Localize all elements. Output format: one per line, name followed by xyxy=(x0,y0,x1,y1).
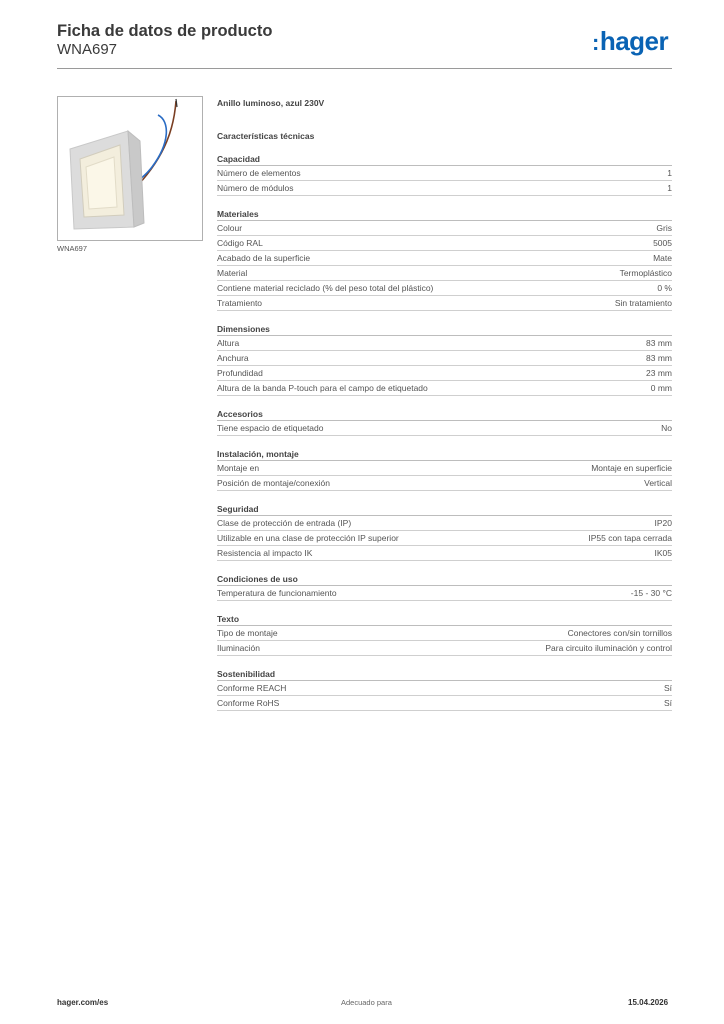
hager-logo xyxy=(592,26,668,57)
spec-sections xyxy=(217,153,672,711)
spec-label: Tiene espacio de etiquetado xyxy=(217,423,324,433)
product-name: Anillo luminoso, azul 230V xyxy=(217,98,325,108)
spec-row xyxy=(217,181,672,196)
section-title: Accesorios xyxy=(217,408,672,421)
spec-label: Código RAL xyxy=(217,238,263,248)
spec-value: Conectores con/sin tornillos xyxy=(567,628,672,638)
spec-value: Sí xyxy=(663,683,672,693)
product-image xyxy=(57,96,203,241)
spec-row xyxy=(217,461,672,476)
spec-value: 83 mm xyxy=(646,353,672,363)
spec-value: 0 mm xyxy=(650,383,672,393)
spec-label: Tipo de montaje xyxy=(217,628,278,638)
spec-value: Montaje en superficie xyxy=(591,463,672,473)
product-image-caption: WNA697 xyxy=(57,244,88,253)
spec-value: 1 xyxy=(667,168,672,178)
spec-label: Altura de la banda P-touch para el campo de etiquetado xyxy=(217,383,428,393)
spec-row xyxy=(217,531,672,546)
spec-row xyxy=(217,351,672,366)
spec-section xyxy=(217,668,672,711)
spec-value: No xyxy=(661,423,672,433)
spec-row xyxy=(217,421,672,436)
spec-label: Tratamiento xyxy=(217,298,263,308)
spec-value: Sí xyxy=(663,698,672,708)
spec-label: Temperatura de funcionamiento xyxy=(217,588,337,598)
spec-label: Conforme REACH xyxy=(217,683,287,693)
section-title: Capacidad xyxy=(217,153,672,166)
section-title: Seguridad xyxy=(217,503,672,516)
spec-value: 5005 xyxy=(653,238,672,248)
spec-value: Vertical xyxy=(644,478,672,488)
spec-row xyxy=(217,336,672,351)
spec-section xyxy=(217,208,672,311)
spec-section xyxy=(217,323,672,396)
spec-label: Resistencia al impacto IK xyxy=(217,548,313,558)
spec-label: Número de elementos xyxy=(217,168,301,178)
spec-value: Sin tratamiento xyxy=(614,298,672,308)
spec-label: Conforme RoHS xyxy=(217,698,280,708)
spec-label: Anchura xyxy=(217,353,249,363)
spec-section xyxy=(217,503,672,561)
section-title: Sostenibilidad xyxy=(217,668,672,681)
spec-row xyxy=(217,681,672,696)
footer-website: hager.com/es xyxy=(57,998,109,1007)
spec-value: Mate xyxy=(653,253,672,263)
spec-label: Número de módulos xyxy=(217,183,294,193)
spec-row xyxy=(217,236,672,251)
tech-specs-heading: Características técnicas xyxy=(217,131,315,141)
spec-row xyxy=(217,281,672,296)
spec-row xyxy=(217,221,672,236)
spec-label: Montaje en xyxy=(217,463,260,473)
spec-value: -15 - 30 °C xyxy=(630,588,672,598)
spec-value: 0 % xyxy=(657,283,672,293)
section-title: Texto xyxy=(217,613,672,626)
spec-section xyxy=(217,153,672,196)
section-title: Dimensiones xyxy=(217,323,672,336)
spec-value: Gris xyxy=(656,223,672,233)
spec-row xyxy=(217,266,672,281)
spec-row xyxy=(217,641,672,656)
spec-row xyxy=(217,251,672,266)
spec-label: Altura xyxy=(217,338,240,348)
spec-section xyxy=(217,408,672,436)
spec-value: IP55 con tapa cerrada xyxy=(588,533,672,543)
section-title: Materiales xyxy=(217,208,672,221)
spec-row xyxy=(217,296,672,311)
header-divider xyxy=(57,68,672,69)
spec-value: IP20 xyxy=(654,518,672,528)
spec-row xyxy=(217,476,672,491)
section-title: Condiciones de uso xyxy=(217,573,672,586)
spec-value: 23 mm xyxy=(646,368,672,378)
spec-row xyxy=(217,586,672,601)
spec-label: Material xyxy=(217,268,248,278)
spec-row xyxy=(217,626,672,641)
light-ring-product-icon xyxy=(58,97,202,240)
spec-value: 1 xyxy=(667,183,672,193)
product-code-heading: WNA697 xyxy=(57,41,118,58)
spec-label: Clase de protección de entrada (IP) xyxy=(217,518,352,528)
spec-value: IK05 xyxy=(654,548,672,558)
spec-value: Para circuito iluminación y control xyxy=(545,643,672,653)
spec-label: Posición de montaje/conexión xyxy=(217,478,330,488)
spec-value: 83 mm xyxy=(646,338,672,348)
section-title: Instalación, montaje xyxy=(217,448,672,461)
spec-label: Profundidad xyxy=(217,368,263,378)
spec-row xyxy=(217,516,672,531)
spec-value: Termoplástico xyxy=(619,268,672,278)
spec-row xyxy=(217,166,672,181)
logo-dots-icon: : xyxy=(592,30,599,55)
page-title: Ficha de datos de producto xyxy=(57,22,273,40)
spec-label: Colour xyxy=(217,223,243,233)
spec-label: Contiene material reciclado (% del peso total del plástico) xyxy=(217,283,434,293)
spec-row xyxy=(217,546,672,561)
spec-label: Acabado de la superficie xyxy=(217,253,311,263)
logo-text: hager xyxy=(599,26,669,56)
spec-section xyxy=(217,613,672,656)
footer-date: 15.04.2026 xyxy=(628,998,669,1007)
spec-label: Iluminación xyxy=(217,643,260,653)
spec-content xyxy=(217,96,672,711)
spec-section xyxy=(217,573,672,601)
spec-row xyxy=(217,696,672,711)
footer-suitable-for: Adecuado para xyxy=(341,998,392,1007)
spec-label: Utilizable en una clase de protección IP superior xyxy=(217,533,399,543)
spec-row xyxy=(217,366,672,381)
spec-section xyxy=(217,448,672,491)
spec-row xyxy=(217,381,672,396)
